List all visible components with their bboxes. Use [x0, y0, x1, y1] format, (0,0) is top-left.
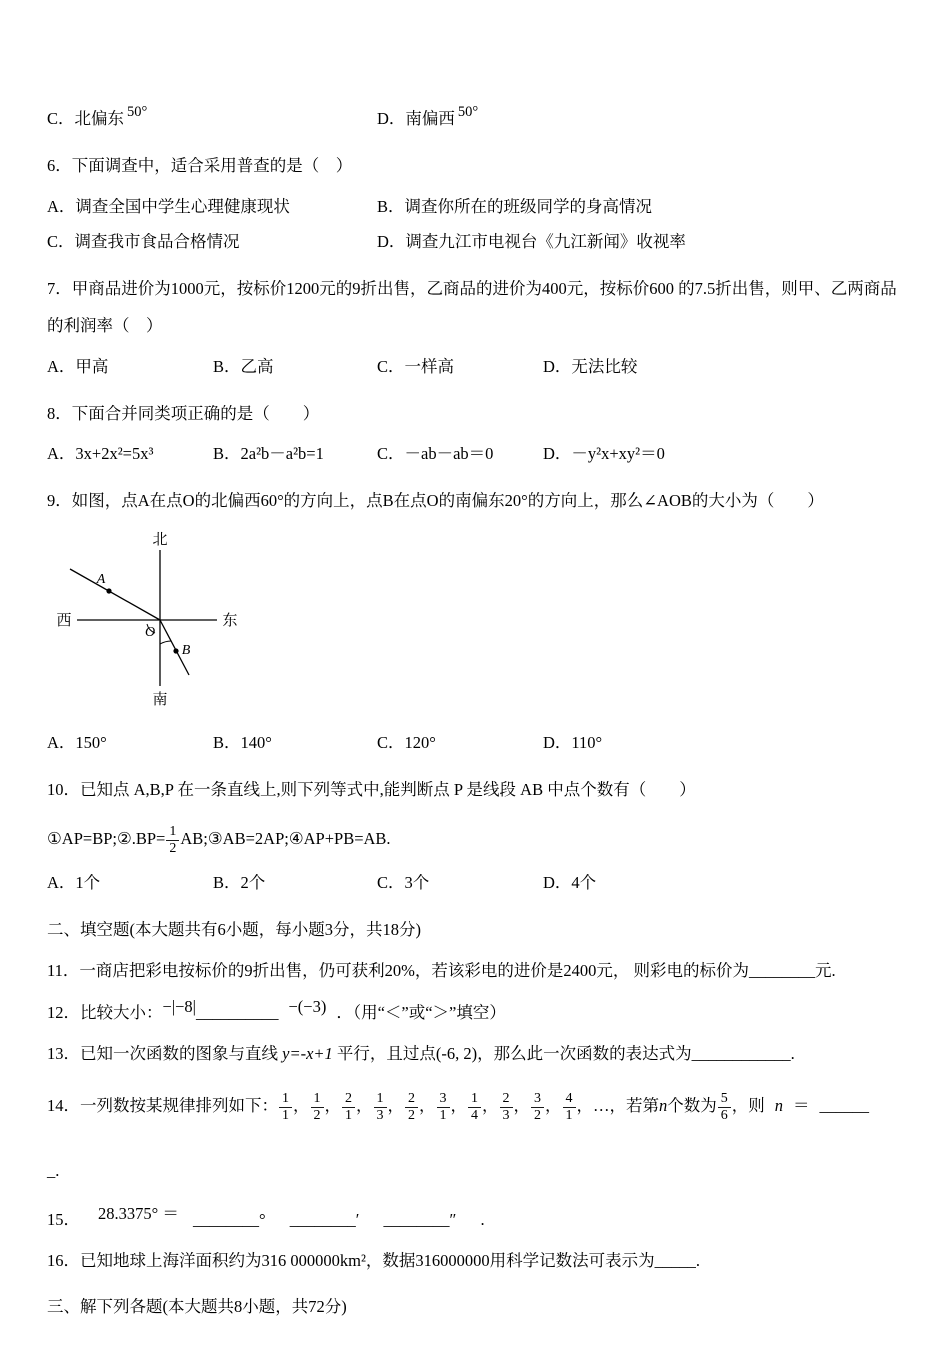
q11-stem: 11．一商店把彩电按标价的9折出售，仍可获利20%，若该彩电的进价是2400元， 则彩电的标价为________元. — [47, 961, 836, 981]
q9-option-b: B．140° — [213, 732, 272, 752]
section-2-header: 二、填空题(本大题共有6小题，每小题3分，共18分) — [47, 919, 421, 939]
sequence-fraction: $\frac{1}{4}$ — [468, 1091, 481, 1125]
separator: ， — [324, 1096, 341, 1116]
question-11 — [47, 958, 904, 984]
q7-option-a: A．甲高 — [47, 356, 109, 376]
point-a-dot — [106, 588, 111, 593]
q7-option-c: C．一样高 — [377, 356, 455, 376]
q15-blank-degrees: ________ — [192, 1209, 259, 1229]
q6-options-row-2 — [47, 229, 904, 255]
separator: ， — [450, 1096, 467, 1116]
figure-label-west: 西 — [56, 612, 72, 629]
q14-equals: ＝ — [793, 1096, 810, 1116]
q13-expression: y=-x+1 — [282, 1043, 333, 1063]
q9-option-c: C．120° — [377, 732, 436, 752]
q9-options — [47, 730, 904, 756]
q6-option-a: A．调查全国中学生心理健康现状 — [47, 196, 290, 216]
sequence-fraction: $\frac{3}{2}$ — [531, 1091, 544, 1125]
q10-equation — [47, 818, 904, 861]
q14-variable-n: n — [659, 1096, 668, 1116]
angle-arc-south-ob — [160, 641, 171, 644]
q15-expression: 28.3375° ＝ — [98, 1203, 179, 1223]
separator: ， — [513, 1096, 530, 1116]
q8-options — [47, 441, 904, 467]
q7-option-b: B．乙高 — [213, 356, 274, 376]
q12-pre: 12．比较大小： — [47, 1002, 163, 1022]
fraction-one-half: $\frac{1}{2}$ — [166, 824, 179, 858]
figure-label-b: B — [181, 642, 191, 658]
separator: ， — [419, 1096, 436, 1116]
q12-line — [47, 996, 904, 1026]
section-3-header: 三、解下列各题(本大题共8小题，共72分) — [47, 1297, 347, 1317]
q14-mid1: ，…，若第 — [576, 1096, 659, 1116]
q14-mid2: 个数为 — [667, 1096, 717, 1116]
separator: ， — [545, 1096, 562, 1116]
question-16 — [47, 1248, 904, 1274]
q9-option-a: A．150° — [47, 732, 107, 752]
q5-option-d-label: D．南偏西 — [377, 109, 455, 128]
q13-blank: ____________ — [691, 1043, 791, 1063]
q15-number: 15． — [47, 1209, 80, 1229]
q14-variable-n-2: n — [774, 1096, 783, 1116]
q12-post: ．（用“＜”或“＞”填空） — [336, 1002, 506, 1022]
q10-stem: 10．已知点 A,B,P 在一条直线上,则下列等式中,能判断点 P 是线段 AB 中点个数有（ ） — [47, 780, 696, 800]
q15-degrees-group — [193, 1210, 266, 1229]
q8-stem: 8．下面合并同类项正确的是（ ） — [47, 403, 320, 423]
question-12 — [47, 996, 904, 1026]
q15-blank-minutes: ________ — [289, 1209, 356, 1229]
q6-options-row-1 — [47, 194, 904, 220]
q6-option-b: B．调查你所在的班级同学的身高情况 — [377, 196, 653, 216]
sequence-fraction: $\frac{2}{2}$ — [405, 1091, 418, 1125]
q10-option-c: C．3个 — [377, 873, 430, 893]
sequence-fraction: $\frac{1}{1}$ — [279, 1091, 292, 1125]
figure-label-east: 东 — [222, 612, 238, 629]
q13-mid: 平行，且过点(-6, 2)，那么此一次函数的表达式为 — [332, 1043, 692, 1063]
q10-eq-post: AB;③AB=2AP;④AP+PB=AB. — [180, 829, 391, 849]
ray-oa — [70, 569, 160, 620]
q5-option-d-degree: 50° — [457, 104, 479, 120]
q5-options-row — [47, 106, 904, 132]
question-7 — [47, 270, 904, 380]
q6-option-c: C．调查我市食品合格情况 — [47, 231, 240, 251]
q8-option-b: B．2a²b－a²b=1 — [213, 444, 324, 464]
q14-mid3: ，则 — [731, 1096, 765, 1116]
q5-option-d — [377, 106, 904, 132]
q14-sequence-line — [47, 1082, 904, 1130]
q14-pre: 14．一列数按某规律排列如下： — [47, 1096, 278, 1116]
q10-options — [47, 870, 904, 896]
q10-option-d: D．4个 — [543, 873, 597, 893]
question-13 — [47, 1041, 904, 1067]
q12-blank: __________ — [195, 1002, 279, 1022]
q15-blank-seconds: ________ — [383, 1209, 450, 1229]
q14-blank-continuation: _. — [47, 1161, 60, 1181]
q5-option-c-label: C．北偏东 — [47, 109, 125, 128]
q8-option-a: A．3x+2x²=5x³ — [47, 444, 154, 464]
q10-option-a: A．1个 — [47, 873, 101, 893]
q13-line — [47, 1041, 904, 1067]
sequence-fraction: $\frac{3}{1}$ — [437, 1091, 450, 1125]
separator: ， — [293, 1096, 310, 1116]
q5-option-c-degree: 50° — [127, 104, 148, 120]
q5-option-c — [47, 106, 377, 132]
question-8 — [47, 395, 904, 468]
separator: ， — [387, 1096, 404, 1116]
q8-option-c: C．－ab－ab＝0 — [377, 444, 494, 464]
sequence-fraction: $\frac{2}{3}$ — [500, 1091, 513, 1125]
q15-period: . — [480, 1209, 485, 1229]
q7-option-d: D．无法比较 — [543, 356, 638, 376]
q14-blank: ______ — [819, 1096, 869, 1116]
second-symbol: ″ — [449, 1209, 457, 1229]
degree-symbol: ° — [258, 1209, 266, 1229]
question-9 — [47, 482, 904, 756]
q7-stem: 7．甲商品进价为1000元，按标价1200元的9折出售，乙商品的进价为400元，按标价600 的7.5折出售，则甲、乙两商品的利润率（ ） — [47, 279, 897, 336]
sequence-fraction: $\frac{1}{2}$ — [311, 1091, 324, 1125]
figure-label-north: 北 — [152, 531, 168, 548]
separator: ， — [482, 1096, 499, 1116]
q6-option-d: D．调查九江市电视台《九江新闻》收视率 — [377, 231, 686, 251]
q8-option-d: D．－y²x+xy²＝0 — [543, 444, 665, 464]
q9-figure-wrapper — [51, 530, 904, 718]
q12-right-expression: −(−3) — [288, 996, 327, 1016]
question-14 — [47, 1082, 904, 1184]
q16-stem: 16．已知地球上海洋面积约为316 000000km²，数据316000000用科学记数法可表示为_____. — [47, 1250, 701, 1270]
separator: ， — [356, 1096, 373, 1116]
figure-label-a: A — [96, 571, 106, 587]
sequence-fraction: $\frac{2}{1}$ — [342, 1091, 355, 1125]
q15-seconds-group — [383, 1210, 456, 1229]
q15-line — [47, 1203, 904, 1233]
figure-label-south: 南 — [152, 691, 168, 708]
q15-minutes-group — [290, 1210, 360, 1229]
q13-period: . — [790, 1043, 795, 1063]
q13-pre: 13．已知一次函数的图象与直线 — [47, 1043, 283, 1063]
point-b-dot — [173, 648, 178, 653]
target-fraction: $\frac{5}{6}$ — [718, 1091, 731, 1125]
minute-symbol: ′ — [355, 1209, 360, 1229]
q9-compass-figure — [51, 530, 263, 710]
q10-option-b: B．2个 — [213, 873, 266, 893]
q10-eq-pre: ①AP=BP;②.BP= — [47, 829, 166, 849]
question-10 — [47, 771, 904, 896]
question-15 — [47, 1203, 904, 1233]
q9-stem: 9．如图，点A在点O的北偏西60°的方向上，点B在点O的南偏东20°的方向上，那么∠AOB的大小为（ ） — [47, 491, 824, 511]
sequence-fraction: $\frac{1}{3}$ — [374, 1091, 387, 1125]
q7-options — [47, 354, 904, 380]
figure-label-o: O — [144, 624, 156, 640]
q6-stem: 6．下面调查中，适合采用普查的是（ ） — [47, 156, 353, 176]
question-6 — [47, 147, 904, 255]
q9-option-d: D．110° — [543, 732, 603, 752]
q12-left-expression: −|−8| — [162, 996, 196, 1016]
sequence-fraction: $\frac{4}{1}$ — [563, 1091, 576, 1125]
